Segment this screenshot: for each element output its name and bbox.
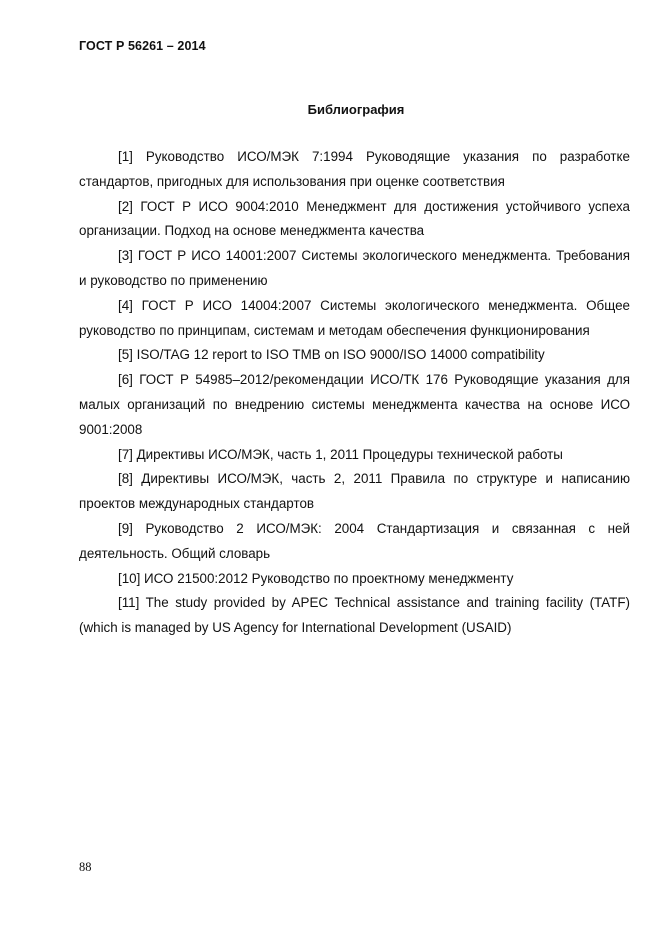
bibliography-entry: [9] Руководство 2 ИСО/МЭК: 2004 Стандартизация и связанная с ней деятельность. Общий словарь xyxy=(79,520,630,561)
bibliography-entry: [10] ИСО 21500:2012 Руководство по проектному менеджменту xyxy=(118,570,514,586)
bibliography-entry: [1] Руководство ИСО/МЭК 7:1994 Руководящие указания по разработке стандартов, пригодных для использования при оценке соответствия xyxy=(79,149,630,189)
bibliography-list xyxy=(79,145,630,641)
bibliography-entry: [2] ГОСТ Р ИСО 9004:2010 Менеджмент для достижения устойчивого успеха организации. Подход на основе менеджмента качества xyxy=(79,198,630,239)
bibliography-entry: [4] ГОСТ Р ИСО 14004:2007 Системы экологического менеджмента. Общее руководство по принципам, системам и методам обеспечения функционирования xyxy=(79,297,630,338)
bibliography-entry: [6] ГОСТ Р 54985–2012/рекомендации ИСО/ТК 176 Руководящие указания для малых организаций по внедрению системы менеджмента качества на основе ИСО 9001:2008 xyxy=(79,372,630,437)
bibliography-entry: [3] ГОСТ Р ИСО 14001:2007 Системы экологического менеджмента. Требования и руководство по применению xyxy=(79,248,630,288)
page-title: Библиография xyxy=(307,102,405,117)
bibliography-entry: [7] Директивы ИСО/МЭК, часть 1, 2011 Процедуры технической работы xyxy=(118,446,563,462)
bibliography-entry: [11] The study provided by APEC Technical assistance and training facility (TATF) (which is managed by US Agency for International Development (USAID) xyxy=(79,595,630,636)
page-number: 88 xyxy=(79,860,92,874)
bibliography-entry: [5] ISO/TAG 12 report to ISO TMB on ISO 9000/ISO 14000 compatibility xyxy=(118,347,545,363)
page-header-standard-id: ГОСТ Р 56261 – 2014 xyxy=(79,39,206,53)
bibliography-entry: [8] Директивы ИСО/МЭК, часть 2, 2011 Правила по структуре и написанию проектов международных стандартов xyxy=(79,471,630,512)
